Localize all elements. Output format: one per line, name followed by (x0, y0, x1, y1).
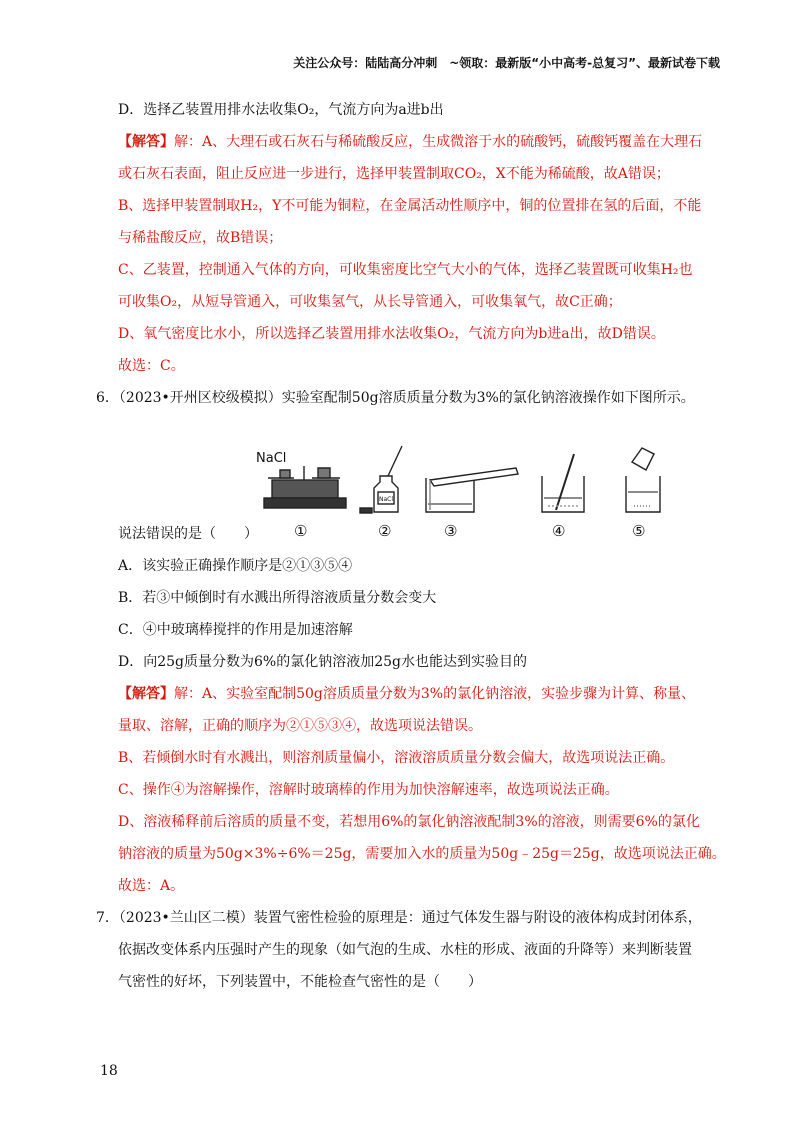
step-label-3: ③ (444, 522, 458, 540)
q6-option-d: D．向25g质量分数为6%的氯化钠溶液加25g水也能达到实验目的 (118, 654, 527, 670)
q6-answer-choice: 故选：A。 (118, 878, 185, 894)
q5-answer-line-1 (118, 132, 702, 152)
page-header: 关注公众号：陆陆高分冲刺 ~领取：最新版“小中高考-总复习”、最新试卷下载 (293, 56, 720, 70)
q5-answer-line-6: 可收集O₂，从短导管通入，可收集氢气，从长导管通入，可收集氧气，故C正确； (118, 294, 622, 310)
q6-answer-line-6: 钠溶液的质量为50g×3%÷6%＝25g，需要加入水的质量为50g﹣25g＝25g，故选项说法正确。 (118, 846, 726, 862)
q6-answer-line-2: 量取、溶解，正确的顺序为②①⑤③④，故选项说法错误。 (118, 718, 482, 734)
step-label-2: ② (378, 522, 392, 540)
q6-option-c: C．④中玻璃棒搅拌的作用是加速溶解 (118, 622, 353, 638)
q6-option-b: B．若③中倾倒时有水溅出所得溶液质量分数会变大 (118, 590, 437, 606)
answer-tag: 【解答】 (118, 134, 174, 150)
step-label-1: ① (294, 522, 308, 540)
q5-answer-line-2: 或石灰石表面，阻止反应进一步进行，选择甲装置制取CO₂，X不能为稀硫酸，故A错误； (118, 166, 670, 182)
q5-answer-line-5: C、乙装置，控制通入气体的方向，可收集密度比空气大小的气体，选择乙装置既可收集H₂也 (118, 262, 693, 278)
q7-stem-line-3: 气密性的好坏，下列装置中，不能检查气密性的是（ ） (118, 974, 482, 990)
q6-answer-line-5: D、溶液稀释前后溶质的质量不变，若想用6%的氯化钠溶液配制3%的溶液，则需要6%的氯化 (118, 814, 700, 830)
q6-answer-line-3: B、若倾倒水时有水溅出，则溶剂质量偏小，溶液溶质质量分数会偏大，故选项说法正确。 (118, 750, 675, 766)
q6-stem: 6．（2023•开州区校级模拟）实验室配制50g溶质质量分数为3%的氯化钠溶液操作如下图所示。 (96, 390, 695, 406)
balance-icon (256, 451, 346, 508)
reagent-bottle-icon (360, 446, 402, 513)
answer-text: 解：A、实验室配制50g溶质质量分数为3%的氯化钠溶液，实验步骤为计算、称量、 (174, 686, 696, 702)
q6-answer-line-4: C、操作④为溶解操作，溶解时玻璃棒的作用为加快溶解速率，故选项说法正确。 (118, 782, 619, 798)
q5-answer-line-7: D、氧气密度比水小，所以选择乙装置用排水法收集O₂，气流方向为b进a出，故D错误。 (118, 326, 665, 342)
q6-answer-line-1 (118, 684, 695, 704)
bottle-label: NaCl (379, 496, 394, 503)
page-number: 18 (100, 1063, 118, 1079)
step-label-5: ⑤ (632, 522, 646, 540)
q6-ask: 说法错误的是（ ） (118, 526, 258, 542)
q5-option-d: D．选择乙装置用排水法收集O₂，气流方向为a进b出 (118, 102, 444, 118)
nacl-label: NaCl (256, 451, 287, 466)
step-label-4: ④ (552, 522, 566, 540)
experiment-diagram (250, 440, 670, 540)
q7-stem-line-1: 7．（2023•兰山区二模）装置气密性检验的原理是：通过气体发生器与附设的液体构成封闭体系， (96, 910, 702, 926)
beaker-paper-icon (626, 448, 660, 512)
answer-text: 解：A、大理石或石灰石与稀硫酸反应，生成微溶于水的硫酸钙，硫酸钙覆盖在大理石 (174, 134, 703, 150)
pouring-cylinder-icon (426, 468, 518, 512)
q6-experiment-figure (250, 440, 670, 540)
stirring-beaker-icon (542, 454, 584, 512)
q6-option-a: A．该实验正确操作顺序是②①③⑤④ (118, 558, 353, 574)
q5-answer-choice: 故选：C。 (118, 358, 185, 374)
q5-answer-line-3: B、选择甲装置制取H₂，Y不可能为铜粒，在金属活动性顺序中，铜的位置排在氢的后面，不能 (118, 198, 702, 214)
q7-stem-line-2: 依据改变体系内压强时产生的现象（如气泡的生成、水柱的形成、液面的升降等）来判断装置 (118, 942, 692, 958)
answer-tag: 【解答】 (118, 686, 174, 702)
q5-answer-line-4: 与稀盐酸反应，故B错误； (118, 230, 283, 246)
